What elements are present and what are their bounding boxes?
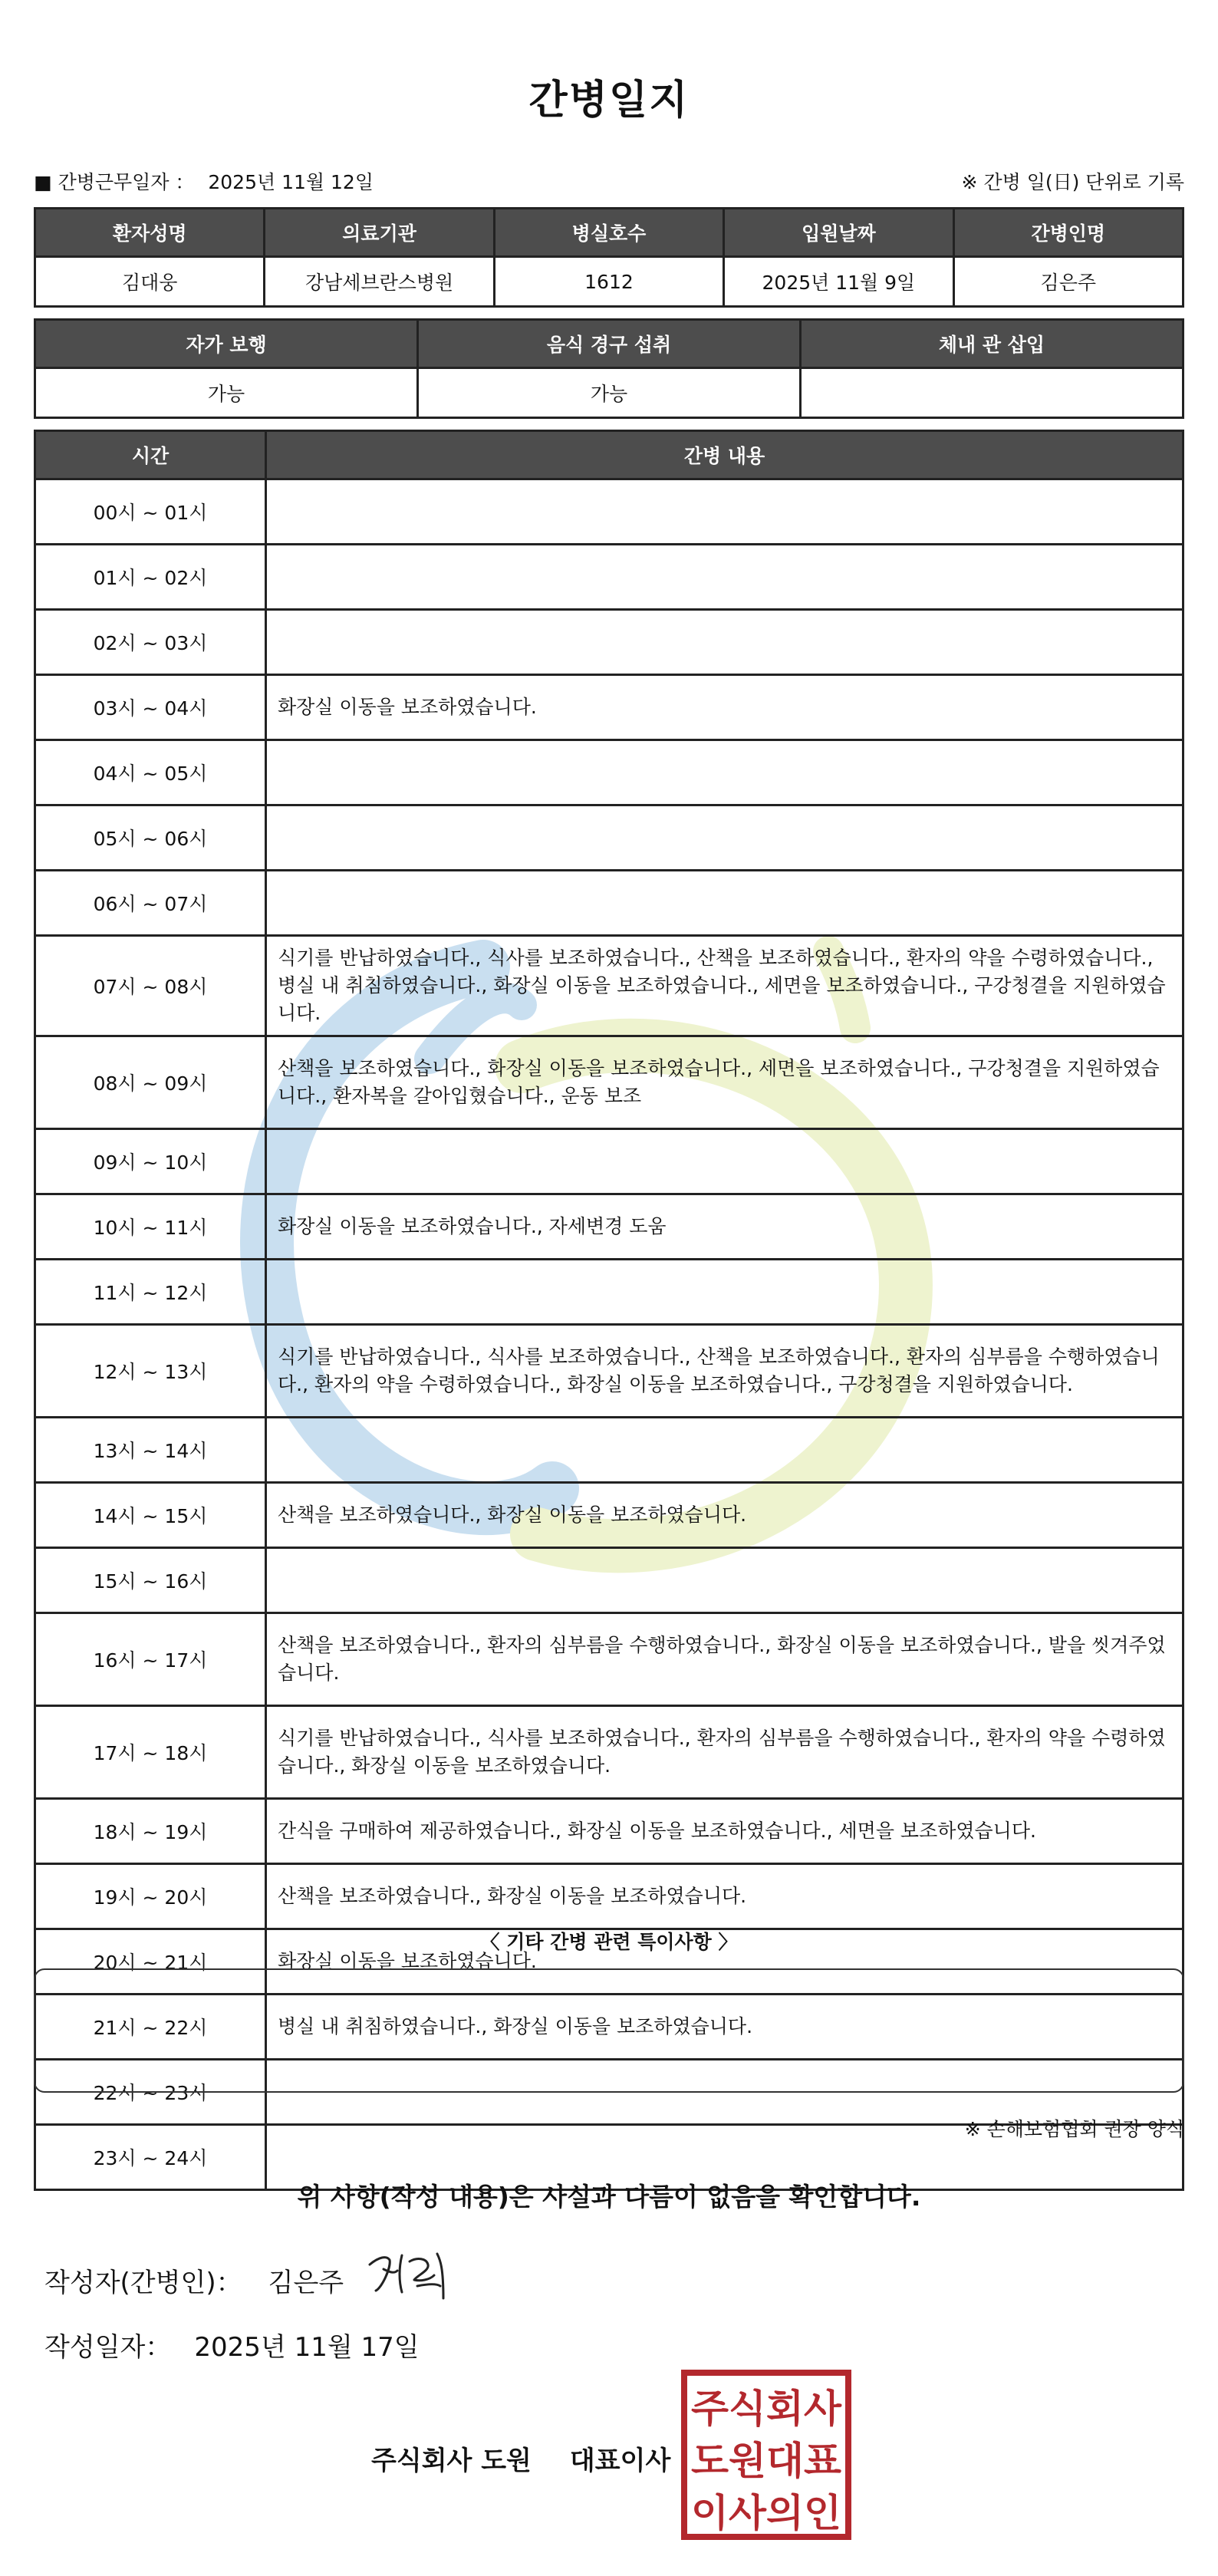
written-date-value: 2025년 11월 17일 [194, 2332, 420, 2363]
writer-name: 김은주 [268, 2268, 344, 2298]
header-oral-intake: 음식 경구 섭취 [418, 320, 801, 368]
table-row [35, 545, 1183, 610]
remarks-title: 〈 기타 간병 관련 특이사항 〉 [480, 1931, 738, 1953]
caregiver-name: 김은주 [953, 257, 1183, 307]
care-note-cell: 산책을 보조하였습니다., 화장실 이동을 보조하였습니다., 세면을 보조하였습니다., 구강청결을 지원하였습니다., 환자복을 갈아입혔습니다., 운동 보조 [266, 1036, 1183, 1129]
time-cell: 10시 ~ 11시 [35, 1194, 266, 1260]
time-cell: 08시 ~ 09시 [35, 1036, 266, 1129]
time-cell: 04시 ~ 05시 [35, 740, 266, 805]
care-note-cell: 식기를 반납하였습니다., 식사를 보조하였습니다., 산책을 보조하였습니다., 환자의 약을 수령하였습니다., 병실 내 취침하였습니다., 화장실 이동을 보조하였습니다., 세면을 보조하였습니다., 구강청결을 지원하였습니다. [266, 936, 1183, 1036]
table-row [35, 1194, 1183, 1260]
company-name: 주식회사 도원 [371, 2446, 532, 2476]
ceo-title: 대표이사 [569, 2446, 671, 2476]
table-row [35, 740, 1183, 805]
company-line [371, 2439, 670, 2477]
patient-info-table [34, 207, 1184, 308]
table-row [35, 1483, 1183, 1548]
care-note-cell [266, 871, 1183, 936]
table-row [35, 1325, 1183, 1418]
self-walking-value: 가능 [35, 368, 418, 418]
patient-status-table [34, 318, 1184, 419]
admission-date: 2025년 11월 9일 [724, 257, 953, 307]
header-caregiver-name: 간병인명 [953, 209, 1183, 257]
care-note-cell: 화장실 이동을 보조하였습니다., 자세변경 도움 [266, 1194, 1183, 1260]
care-note-cell [266, 1418, 1183, 1483]
time-cell: 20시 ~ 21시 [35, 1929, 266, 1995]
table-row [35, 675, 1183, 740]
table-row [35, 1036, 1183, 1129]
patient-name: 김대웅 [35, 257, 265, 307]
table-row [35, 1129, 1183, 1194]
seal-line-1: 주식회사 [691, 2387, 842, 2431]
header-tube-insertion: 체내 관 삽입 [801, 320, 1183, 368]
header-room: 병실호수 [494, 209, 723, 257]
time-cell: 16시 ~ 17시 [35, 1613, 266, 1706]
written-date-line [44, 2326, 420, 2364]
time-cell: 13시 ~ 14시 [35, 1418, 266, 1483]
company-seal [678, 2367, 854, 2543]
time-cell: 09시 ~ 10시 [35, 1129, 266, 1194]
work-date-line [34, 167, 374, 195]
time-cell: 07시 ~ 08시 [35, 936, 266, 1036]
header-hospital: 의료기관 [265, 209, 494, 257]
writer-line [44, 2261, 344, 2299]
time-cell: 14시 ~ 15시 [35, 1483, 266, 1548]
time-cell: 01시 ~ 02시 [35, 545, 266, 610]
written-date-label: 작성일자： [44, 2332, 172, 2363]
care-note-cell: 산책을 보조하였습니다., 화장실 이동을 보조하였습니다. [266, 1483, 1183, 1548]
care-note-cell: 식기를 반납하였습니다., 식사를 보조하였습니다., 환자의 심부름을 수행하였습니다., 환자의 약을 수령하였습니다., 화장실 이동을 보조하였습니다. [266, 1706, 1183, 1799]
remarks-box [34, 1968, 1184, 2093]
oral-intake-value: 가능 [418, 368, 801, 418]
care-note-cell [266, 1548, 1183, 1613]
tube-insertion-value [801, 368, 1183, 418]
work-date-value: 2025년 11월 12일 [208, 171, 374, 193]
care-note-cell [266, 740, 1183, 805]
confirmation-statement: 위 사항(작성 내용)은 사실과 다름이 없음을 확인합니다. [297, 2182, 921, 2212]
care-note-cell: 간식을 구매하여 제공하였습니다., 화장실 이동을 보조하였습니다., 세면을 보조하였습니다. [266, 1799, 1183, 1864]
time-cell: 03시 ~ 04시 [35, 675, 266, 740]
time-cell: 17시 ~ 18시 [35, 1706, 266, 1799]
hospital-name: 강남세브란스병원 [265, 257, 494, 307]
time-cell: 12시 ~ 13시 [35, 1325, 266, 1418]
table-row [35, 479, 1183, 545]
care-note-cell [266, 479, 1183, 545]
time-cell: 02시 ~ 03시 [35, 610, 266, 675]
care-note-cell: 병실 내 취침하였습니다., 화장실 이동을 보조하였습니다. [266, 1995, 1183, 2060]
page-title: 간병일지 [528, 77, 690, 124]
time-cell: 23시 ~ 24시 [35, 2125, 266, 2190]
time-cell: 00시 ~ 01시 [35, 479, 266, 545]
table-row [35, 1418, 1183, 1483]
seal-line-3: 이사의인 [691, 2491, 841, 2535]
header-care-content: 간병 내용 [266, 431, 1183, 479]
time-cell: 21시 ~ 22시 [35, 1995, 266, 2060]
header-self-walking: 자가 보행 [35, 320, 418, 368]
table-row [35, 1548, 1183, 1613]
care-note-cell: 산책을 보조하였습니다., 환자의 심부름을 수행하였습니다., 화장실 이동을 보조하였습니다., 발을 씻겨주었습니다. [266, 1613, 1183, 1706]
table-row [35, 1706, 1183, 1799]
handwritten-signature [364, 2242, 463, 2303]
time-cell: 11시 ~ 12시 [35, 1260, 266, 1325]
care-note-cell [266, 610, 1183, 675]
table-row [35, 936, 1183, 1036]
care-note-cell [266, 1260, 1183, 1325]
table-row [35, 871, 1183, 936]
header-admission-date: 입원날짜 [724, 209, 953, 257]
table-row [35, 1799, 1183, 1864]
time-cell: 05시 ~ 06시 [35, 805, 266, 871]
care-note-cell [266, 1129, 1183, 1194]
table-row [35, 610, 1183, 675]
unit-note: ※ 간병 일(日) 단위로 기록 [961, 171, 1184, 193]
time-cell: 22시 ~ 23시 [35, 2060, 266, 2125]
table-row [35, 1613, 1183, 1706]
header-patient-name: 환자성명 [35, 209, 265, 257]
care-note-cell: 화장실 이동을 보조하였습니다. [266, 675, 1183, 740]
care-note-cell: 화장실 이동을 보조하였습니다. [266, 1929, 1183, 1995]
table-row [35, 1260, 1183, 1325]
care-note-cell [266, 805, 1183, 871]
seal-line-2: 도원대표 [691, 2439, 842, 2483]
care-note-cell [266, 545, 1183, 610]
care-note-cell: 식기를 반납하였습니다., 식사를 보조하였습니다., 산책을 보조하였습니다., 환자의 심부름을 수행하였습니다., 환자의 약을 수령하였습니다., 화장실 이동을 보조하였습니다., 구강청결을 지원하였습니다. [266, 1325, 1183, 1418]
time-cell: 15시 ~ 16시 [35, 1548, 266, 1613]
time-cell: 18시 ~ 19시 [35, 1799, 266, 1864]
time-cell: 19시 ~ 20시 [35, 1864, 266, 1929]
time-cell: 06시 ~ 07시 [35, 871, 266, 936]
writer-label: 작성자(간병인)： [44, 2268, 242, 2298]
work-date-label: ■ 간병근무일자 ： [34, 171, 195, 193]
room-number: 1612 [494, 257, 723, 307]
care-note-cell: 산책을 보조하였습니다., 화장실 이동을 보조하였습니다. [266, 1864, 1183, 1929]
table-row [35, 1864, 1183, 1929]
table-row [35, 805, 1183, 871]
form-source-note: ※ 손해보험협회 권장 양식 [964, 2118, 1184, 2140]
header-time: 시간 [35, 431, 266, 479]
